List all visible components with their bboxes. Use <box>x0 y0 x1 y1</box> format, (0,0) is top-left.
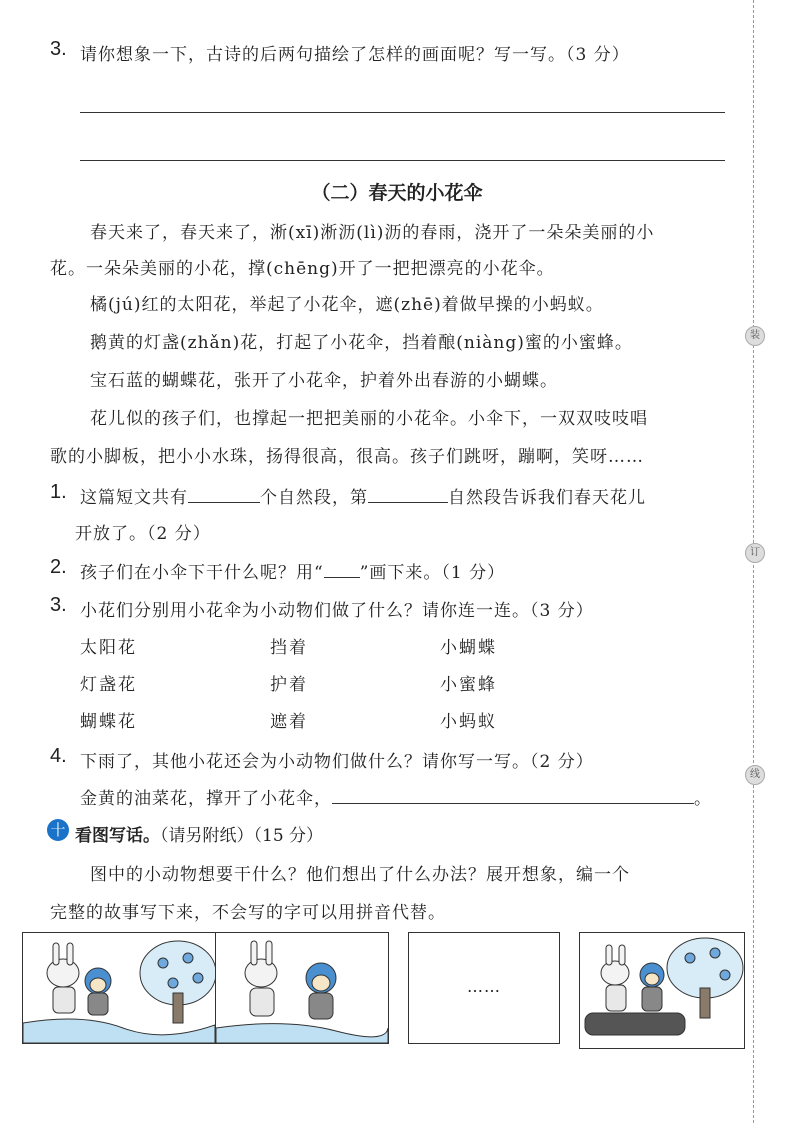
picture-3-ellipsis: …… <box>467 977 501 996</box>
picture-1-illustration <box>23 933 215 1043</box>
q3-text: 小花们分别用小花伞为小动物们做了什么？请你连一连。（3 分） <box>80 601 594 621</box>
q4-number: 4. <box>50 745 67 767</box>
q4-answer-line <box>80 784 712 809</box>
passage-title: （二）春天的小花伞 <box>311 182 483 204</box>
answer-line-2[interactable] <box>80 160 725 161</box>
q3-top-number: 3. <box>50 38 67 60</box>
match-middle-3[interactable]: 遮着 <box>270 712 308 732</box>
passage-p1-line1: 春天来了，春天来了，淅(xī)淅沥(lì)沥的春雨，浇开了一朵朵美丽的小 <box>90 223 655 243</box>
section10-title: 看图写话。 <box>75 826 160 846</box>
passage-p1-line2: 花。一朵朵美丽的小花，撑(chēng)开了一把把漂亮的小花伞。 <box>50 259 555 279</box>
q1-text-b: 个自然段，第 <box>260 488 368 508</box>
picture-4 <box>579 932 745 1049</box>
q1-line <box>80 483 646 508</box>
picture-4-illustration <box>580 933 744 1048</box>
match-left-3[interactable]: 蝴蝶花 <box>80 712 137 732</box>
passage-p2: 橘(jú)红的太阳花，举起了小花伞，遮(zhē)着做早操的小蚂蚁。 <box>90 295 604 315</box>
match-left-2[interactable]: 灯盏花 <box>80 675 137 695</box>
match-left-1[interactable]: 太阳花 <box>80 638 137 658</box>
match-middle-1[interactable]: 挡着 <box>270 638 308 658</box>
passage-p4: 宝石蓝的蝴蝶花，张开了小花伞，护着外出春游的小蝴蝶。 <box>90 371 558 391</box>
q2-underline-sample <box>324 561 360 578</box>
binding-tab-3: 线 <box>745 765 765 785</box>
q4-blank[interactable] <box>332 787 694 804</box>
match-right-3[interactable]: 小蚂蚁 <box>440 712 497 732</box>
section10-note: （请另附纸）（15 分） <box>160 826 324 846</box>
q1-text-c: 自然段告诉我们春天花儿 <box>448 488 646 508</box>
section10-p1: 图中的小动物想要干什么？他们想出了什么办法？展开想象，编一个 <box>90 865 630 885</box>
passage-p5-line1: 花儿似的孩子们，也撑起一把把美丽的小花伞。小伞下，一双双吱吱唱 <box>90 409 648 429</box>
q4-text: 下雨了，其他小花还会为小动物们做什么？请你写一写。（2 分） <box>80 752 594 772</box>
match-right-1[interactable]: 小蝴蝶 <box>440 638 497 658</box>
binding-tab-2: 订 <box>745 543 765 563</box>
passage-p5-line2: 歌的小脚板，把小小水珠，扬得很高，很高。孩子们跳呀，蹦啊，笑呀…… <box>50 447 644 467</box>
q1-line2: 开放了。（2 分） <box>75 524 211 544</box>
q2-text-b: ”画下来。（1 分） <box>359 563 506 583</box>
answer-line-1[interactable] <box>80 112 725 113</box>
q3-number: 3. <box>50 594 67 616</box>
binding-tab-1: 装 <box>745 326 765 346</box>
q1-number: 1. <box>50 481 67 503</box>
section10-p2: 完整的故事写下来，不会写的字可以用拼音代替。 <box>50 903 446 923</box>
match-right-2[interactable]: 小蜜蜂 <box>440 675 497 695</box>
picture-3-blank <box>408 932 560 1044</box>
passage-p3: 鹅黄的灯盏(zhǎn)花，打起了小花伞，挡着酿(niàng)蜜的小蜜蜂。 <box>90 333 633 353</box>
q4-end: 。 <box>694 789 712 809</box>
q2-text-a: 孩子们在小伞下干什么呢？用“ <box>80 563 324 583</box>
q3-top-text: 请你想象一下，古诗的后两句描绘了怎样的画面呢？写一写。（3 分） <box>80 45 630 65</box>
match-middle-2[interactable]: 护着 <box>270 675 308 695</box>
q1-text-a: 这篇短文共有 <box>80 488 188 508</box>
q4-prompt: 金黄的油菜花，撑开了小花伞， <box>80 789 332 809</box>
q2-line <box>80 558 505 583</box>
q1-blank-2[interactable] <box>368 486 448 503</box>
section-number-badge: 十 <box>47 819 69 841</box>
picture-2-illustration <box>216 933 388 1043</box>
picture-1 <box>22 932 216 1044</box>
q2-number: 2. <box>50 556 67 578</box>
section10-heading <box>75 821 323 846</box>
picture-2 <box>215 932 389 1044</box>
q1-blank-1[interactable] <box>188 486 260 503</box>
